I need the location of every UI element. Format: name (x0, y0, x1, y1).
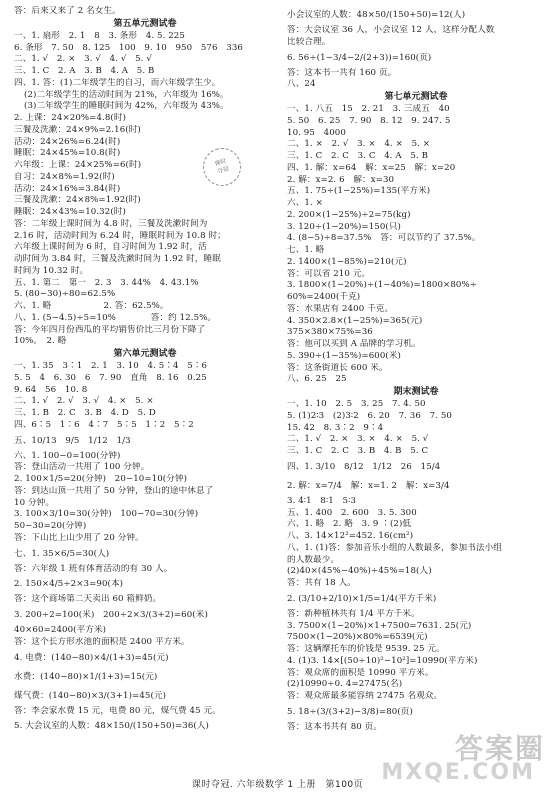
answer-line: 六、1. 略 2. 答：62.5%。 (14, 301, 169, 311)
answer-line: 50−30=20(分钟) (14, 521, 87, 531)
answer-line: 三、1. B 2. C 3. B 4. D 5. D (14, 408, 156, 418)
answer-line: 三、1. C 2. C 3. C 4. A 5. B (287, 151, 429, 161)
answer-line: 答：这个长方形水池的面积是 2400 平方米。 (14, 636, 190, 647)
answer-line: 答：登山活动一共用了 100 分钟。 (14, 462, 150, 473)
answer-line: (2)10990÷0. 4=27475(名) (287, 679, 403, 690)
answer-line: 八、1. (1)答：参加音乐小组的人数最多，参加书法小组 (287, 542, 502, 553)
answer-line: 5. 390÷(1−35%)=600(米) (287, 350, 402, 361)
answer-line: 2. 1400×(1−85%)=210(元) (287, 256, 407, 267)
answer-line: 睡眠：24×43%=10.32(时) (14, 207, 126, 217)
answer-line: 15. 42 8. 3∶2 9∶4 (287, 422, 384, 433)
answer-line: 水费：(140−80)×1/(1+3)=15(元) (14, 671, 158, 682)
answer-line: 六年级：上课：24×25%=6(时) (14, 160, 142, 170)
answer-line: 答：这个商场第二天卖出 60 箱鲜奶。 (14, 594, 162, 605)
answer-line: 答：这辆摩托车的价钱是 9539. 25 元。 (287, 644, 445, 654)
answer-line: 2.16 时，活动时间为 6.24 时，睡眠时间为 10.8 时； (14, 230, 226, 241)
answer-line: 睡眠：24×45%=10.8(时) (14, 148, 121, 159)
answer-line: 四、1. 解：x=64 解：x=25 解：x=20 (287, 162, 456, 173)
answer-line: 4. 350×2.8×(1−25%)=365(元) (287, 315, 423, 326)
answer-line: 二、1. √ 2. × 3. √ 4. √ 5. √ (14, 54, 152, 65)
answer-line: 四、1. 答：(1)二年级学生的自习，而六年级学生少。 (14, 77, 221, 88)
answer-line: (3)二年级学生的睡眠时间为 42%，六年级为 43%。 (24, 101, 229, 112)
answer-line: (2)40×(45%−40%)÷45%=18(人) (287, 566, 432, 577)
answer-line: 3. 200÷2=100(米) 200÷2×3/(3+2)=60(米) (14, 610, 208, 620)
answer-line: 六年级上课时间为 6 时，自习时间为 1.92 时，活 (14, 242, 207, 253)
answer-line: 答：水果店有 2400 千克。 (287, 303, 394, 314)
answer-line: 答：观众席的面积是 10990 平方米。 (287, 667, 434, 678)
answer-line: 时间为 10.32 时。 (14, 265, 89, 276)
answer-line: 2. 100×1/5=20(分钟) 20−10=10(分钟) (14, 474, 188, 484)
right-column (287, 6, 545, 734)
answer-line: 五、1. 400 2. 600 3. 5. 300 (287, 507, 417, 518)
answer-line: 答：可以省 210 元。 (287, 268, 371, 279)
answer-line: 答：二年级上课时间为 4.8 时，三餐及洗漱时间为 (14, 218, 208, 229)
answer-line: 5. (80−30)÷80=62.5% (14, 289, 116, 300)
answer-line: 9. 64 56 10. 8 (14, 384, 88, 395)
answer-line: (2)二年级学生的活动时间为 21%，六年级为 16%。 (24, 89, 229, 100)
answer-line: 活动：24×26%=6.24(时) (14, 136, 121, 147)
answer-line: 3. 4∶1 8∶1 5∶3 (287, 495, 357, 506)
answer-line: 五、1. 75÷(1−25%)=135(平方米) (287, 186, 431, 197)
answer-line: 二、1. √ 2. × 3. × 4. × 5. √ (287, 434, 429, 445)
answer-line: 三餐及洗漱：24×8%=1.92(时) (14, 195, 141, 206)
answer-line: 答：共有 18 人。 (287, 578, 356, 588)
answer-line: 答：这条街道长 600 米。 (287, 362, 388, 373)
answer-line: 6. 56÷(1−3/4−2/(2+3))=160(页) (287, 52, 432, 63)
answer-line: 二、1. × 2. √ 3. × 4. × 5. × (287, 139, 431, 150)
answer-line: 三、1. C 2. C 3. B 4. B 5. C (287, 446, 429, 456)
answer-line: 5. 大会议室的人数：48×150/(150+50)=36(人) (14, 721, 209, 732)
answer-line: 2. 解：x=7/4 解：x=1. 2 解：x=3/4 (287, 480, 450, 491)
answer-line: 八、24 (287, 79, 316, 90)
answer-line: 八、6. 25 25 (287, 374, 347, 385)
answer-line: 一、1. 35 3∶1 2. 1 3. 10 4. 5∶4 5∶6 (14, 361, 208, 371)
section-heading: 第五单元测试卷 (113, 18, 177, 29)
answer-line: 六、1. 100−0=100(分钟) (14, 450, 121, 461)
answer-line: 4. (1)3. 14×[(50÷10)²−10²]=10990(平方米) (287, 655, 478, 666)
answer-line: 7500×(1−20%)×80%=6539(元) (287, 632, 428, 643)
answer-line: 动时间为 3.84 时，三餐及洗漱时间为 1.92 时，睡眠 (14, 254, 221, 264)
answer-line: 4. 电费：(140−80)×4/(1+3)=45(元) (14, 652, 169, 663)
answer-line: 一、1. 扇形 2. 1 8 3. 条形 4. 5. 225 (14, 30, 185, 41)
answer-line: 答：观众席最多能容纳 27475 名观众。 (287, 691, 443, 701)
answer-line: 答：后来又来了 2 名女生。 (14, 6, 121, 16)
answer-line: 4. (8−5)÷8=37.5% 答：可以节约了 37.5%。 (287, 233, 481, 244)
answer-line: 答：六年级 1 班有体育活动的有 30 人。 (14, 563, 173, 574)
answer-line: 煤气费：(140−80)×3/(3+1)=45(元) (14, 690, 167, 701)
answer-line: 答：他可以买到 A 品牌的学习机。 (287, 339, 421, 349)
answer-line: 375×380×75%=36 (287, 327, 373, 338)
answer-line: 的人数最少。 (287, 554, 340, 565)
answer-line: 自习：24×8%=1.92(时) (14, 171, 115, 182)
watermark-url: MXQE.COM (381, 760, 535, 785)
answer-line: 五、10/13 9/5 1/12 1/3 (14, 435, 131, 446)
watermark-logo: 答案圈 (454, 732, 545, 765)
answer-line: 60%=2400(千克) (287, 292, 361, 302)
answer-line: 2. 上课：24×20%=4.8(时) (14, 113, 127, 123)
answer-line: 四、1. 3/10 8/12 1/12 26 15/4 (287, 461, 441, 472)
answer-line: 3. 1800×(1−20%)÷(1−40%)=1800×80%÷ (287, 280, 478, 291)
section-heading: 第六单元测试卷 (113, 349, 177, 359)
answer-line: 2. 解：x=2. 6 解：x=30 (287, 174, 395, 185)
stamp-line-1: 课时 (213, 157, 228, 168)
answer-line: 活动：24×16%=3.84(时) (14, 183, 121, 194)
answer-line: 六、1. × (287, 198, 323, 208)
answer-line: 6. 条形 7. 50 8. 125 100 9. 10 950 576 336 (14, 42, 243, 53)
answer-line: 小会议室的人数：48×50/(150+50)=12(人) (287, 10, 466, 20)
answer-line: 比较合理。 (287, 36, 331, 47)
answer-line: 5. 50 6. 25 7. 90 8. 12 9. 247. 5 (287, 115, 451, 126)
answer-line: 3. 100×3/10=30(分钟) 100−70=30(分钟) (14, 509, 199, 520)
answer-line: 2. 150×4/5÷2×3=90(本) (14, 579, 124, 590)
answer-line: 答：这本书一共有 160 页。 (287, 67, 397, 78)
answer-line: 10 分钟。 (14, 497, 55, 508)
answer-line: 答：李会家水费 15 元，电费 80 元，煤气费 45 元。 (14, 705, 221, 716)
answer-line: 2. 200×(1−25%)÷2=75(kg) (287, 209, 411, 220)
answer-line: 二、1. √ 2. √ 3. √ 4. × 5. × (14, 396, 154, 407)
left-column (14, 6, 276, 736)
answer-line: 八、3. 14×12²=452. 16(cm²) (287, 531, 414, 541)
answer-line: 答：这本书共有 80 页。 (287, 721, 383, 732)
answer-line: 答：到达山顶一共用了 50 分钟，登山的途中休息了 (14, 485, 214, 496)
answer-line: 3. 120÷(1−20%)=150(只) (287, 221, 402, 232)
watermark (381, 727, 547, 785)
section-heading: 第七单元测试卷 (384, 92, 448, 102)
answer-line: 三、1. C 2. A 3. B 4. A 5. B (14, 66, 155, 76)
answer-line: 一、1. 10 2. 5 3. 25 7. 4. 50 (287, 399, 426, 409)
answer-line: 10%。 2. 略 (14, 336, 67, 347)
stamp-line-2: 夺冠 (216, 165, 230, 176)
answer-line: 5. (1)2∶3 (2)3∶2 6. 20 7. 36 7. 50 (287, 410, 452, 421)
answer-line: 3. 7500×(1−20%)×1+7500=7631. 25(元) (287, 620, 472, 631)
answer-line: 五、1. 第二 第一 2. 3 3. 44% 4. 43.1% (14, 277, 199, 288)
section-heading: 期末测试卷 (393, 387, 439, 397)
answer-line: 七、1. 略 (287, 245, 325, 255)
answer-line: 10. 95 4000 (287, 127, 346, 138)
answer-line: 40×60=2400(平方米) (14, 625, 107, 635)
answer-line: 七、1. 35×6/5=30(人) (14, 548, 110, 559)
answer-line: 2. (3/10+2/10)×1/5=1/4(平方千米) (287, 593, 437, 604)
answer-line: 5. 18÷(3/(3+2)−3/8)=80(页) (287, 706, 413, 717)
answer-line: 5. 5 4 6. 30 6 7. 90 直角 8. 16 0.25 (14, 372, 207, 383)
answer-line: 一、1. 八五 15 2. 21 3. 三成五 40 (287, 104, 450, 114)
answer-line: 答：大会议室 36 人，小会议室 12 人，这样分配人数 (287, 25, 495, 35)
page-footer: 课时夺冠. 六年级数学 1 上册 第100页 (191, 780, 364, 790)
answer-line: 答：下山比上山少用了 20 分钟。 (14, 532, 144, 543)
answer-line: 六、1. 略 2. 略 3. 9 ∶(2)低 (287, 519, 412, 530)
answer-line: 八、1. (5−4.5)÷5=10% 答：约 12.5%。 (14, 312, 217, 323)
answer-line: 四、6∶5 1∶6 4∶7 5∶5 1∶2 5∶2 (14, 419, 194, 430)
answer-line: 三餐及洗漱：24×9%=2.16(时) (14, 124, 141, 135)
answer-line: 答：今年四月份西瓜的平均销售价比三月份下降了 (14, 324, 206, 335)
answer-line: 答：新种植林共有 1/4 平方千米。 (287, 608, 420, 619)
